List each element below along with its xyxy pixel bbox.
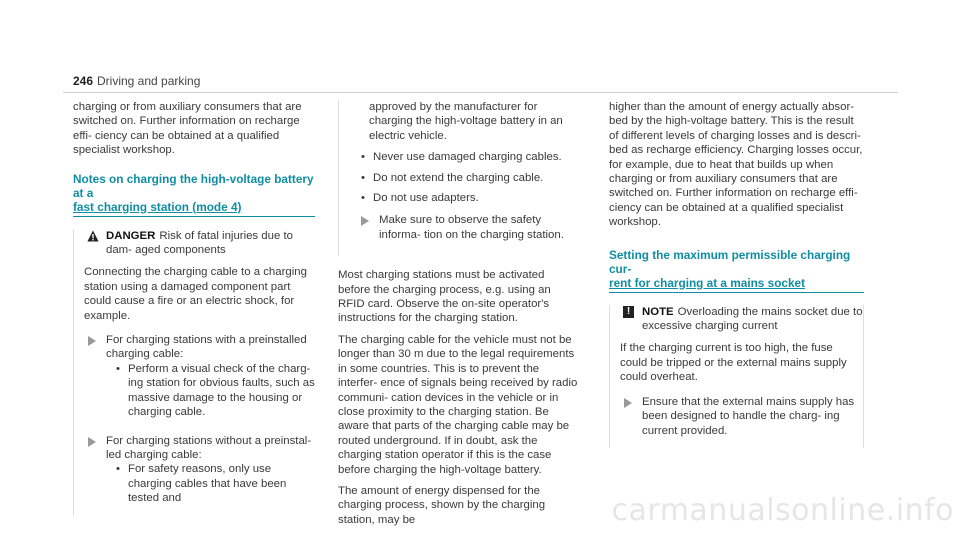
danger-body: Connecting the charging cable to a charging station using a damaged component part could cause a fire or an electric shock, for example. bbox=[84, 266, 307, 322]
col2-cont: approved by the manufacturer for charging the high-voltage battery in an electric vehicle. bbox=[369, 101, 563, 142]
col1-heading bbox=[73, 172, 315, 214]
danger-text: Risk of fatal injuries due to dam- aged components bbox=[106, 229, 293, 257]
col1-intro: charging or from auxiliary consumers that are switched on. Further information on recharge effi- ciency can be obtained at a qualified specialist workshop. bbox=[73, 101, 302, 157]
col3-heading-rule bbox=[609, 292, 864, 293]
step-mains-supply-text: Ensure that the external mains supply has been designed to handle the charg- ing current provided. bbox=[642, 395, 855, 437]
note-text: Overloading the mains socket due to excessive charging current bbox=[642, 305, 863, 333]
cable-bullets bbox=[357, 150, 578, 205]
step-no-preinstalled bbox=[84, 434, 315, 506]
col1-heading-line2: fast charging station (mode 4) bbox=[73, 199, 242, 214]
step-preinstalled bbox=[84, 333, 315, 419]
step-no-preinstalled-bullet: • For safety reasons, only use charging cables that have been tested and bbox=[116, 462, 315, 505]
step-mains-supply bbox=[620, 395, 863, 438]
danger-label: DANGER bbox=[106, 229, 156, 242]
column-1 bbox=[73, 100, 315, 516]
note-label: NOTE bbox=[642, 305, 674, 318]
bullet-item: • Never use damaged charging cables. bbox=[357, 150, 578, 164]
note-header bbox=[620, 305, 863, 334]
note-body: If the charging current is too high, the fuse could be tripped or the external mains supply could overheat. bbox=[620, 342, 847, 384]
step-arrow-icon bbox=[361, 216, 369, 226]
header-divider bbox=[63, 92, 898, 93]
column-2 bbox=[338, 100, 578, 534]
section-title: Driving and parking bbox=[97, 74, 201, 88]
note-box bbox=[609, 305, 864, 448]
page-number: 246 bbox=[73, 74, 94, 88]
step-arrow-icon bbox=[624, 398, 632, 408]
col3-heading bbox=[609, 248, 864, 290]
col2-para1: Most charging stations must be activated before the charging process, e.g. using an RFID card. Observe the on-site operator's instructions for the charging station. bbox=[338, 269, 551, 325]
step-safety-info bbox=[357, 213, 578, 242]
step-arrow-icon bbox=[88, 437, 96, 447]
step-safety-info-text: Make sure to observe the safety informa- tion on the charging station. bbox=[379, 214, 564, 241]
watermark-text: carmanualsonline.info bbox=[611, 493, 954, 528]
col1-heading-line1: Notes on charging the high-voltage battery at a bbox=[73, 171, 314, 200]
column-3 bbox=[609, 100, 864, 448]
danger-header bbox=[84, 229, 315, 258]
col2-para2: The charging cable for the vehicle must not be longer than 30 m due to the legal requirements in some countries. This is to prevent the interfer- ence of signals being received by radio communi- cation devices in the vehicle or in close proximity to the charging station. Be aware that parts of the charging cable may be routed underground. If in doubt, ask the charging station operator if this is the case before charging the high-voltage battery. bbox=[338, 333, 578, 476]
danger-box-continued bbox=[338, 100, 578, 256]
bullet-item: • Do not use adapters. bbox=[357, 191, 578, 205]
step-preinstalled-bullet: • Perform a visual check of the charg- ing station for obvious faults, such as massive damage to the housing or charging cable. bbox=[116, 362, 315, 420]
bullet-item: • Do not extend the charging cable. bbox=[357, 171, 578, 185]
step-no-preinstalled-text: For charging stations without a preinstal- led charging cable: bbox=[106, 434, 312, 461]
col3-heading-line1: Setting the maximum permissible charging cur- bbox=[609, 247, 851, 276]
info-note-icon: ! bbox=[623, 306, 634, 318]
col3-heading-line2: rent for charging at a mains socket bbox=[609, 275, 806, 290]
col3-intro: higher than the amount of energy actually absor- bed by the high-voltage battery. This is the result of different levels of charging losses and is descri- bed as recharge efficiency. Charging losses occur, for example, due to heat that builds up when charging or from auxiliary consumers that are switched on. Further information on recharge effi- ciency can be obtained at a qualified specialist workshop. bbox=[609, 101, 863, 229]
warning-triangle-icon bbox=[87, 230, 99, 242]
danger-box bbox=[73, 229, 315, 516]
step-preinstalled-text: For charging stations with a preinstalled charging cable: bbox=[106, 334, 307, 361]
step-arrow-icon bbox=[88, 336, 96, 346]
col2-para3: The amount of energy dispensed for the charging process, shown by the charging station, may be bbox=[338, 484, 546, 526]
col1-heading-rule bbox=[73, 216, 315, 217]
